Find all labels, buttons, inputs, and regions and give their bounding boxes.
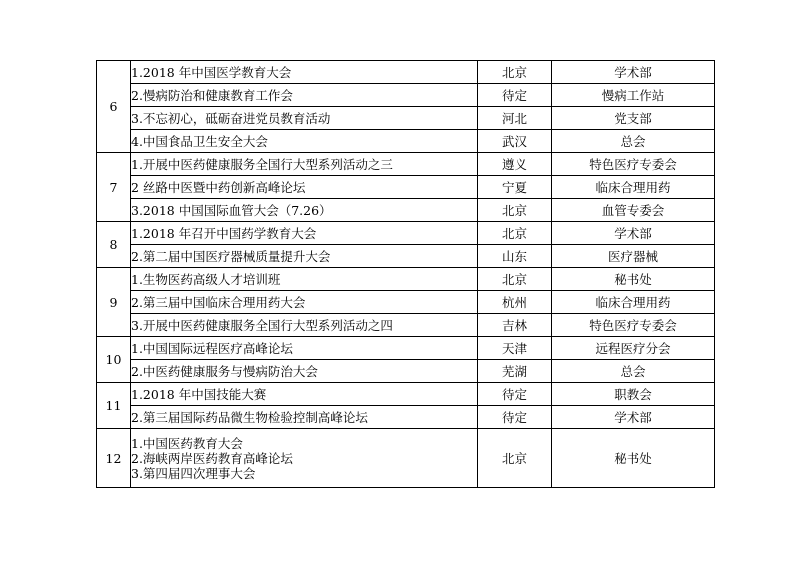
event-organizer: 临床合理用药: [552, 291, 715, 314]
event-place: 天津: [478, 337, 552, 360]
event-schedule-table: [96, 60, 715, 488]
event-title: 2.中医药健康服务与慢病防治大会: [131, 360, 478, 383]
event-organizer: 学术部: [552, 61, 715, 84]
event-title: 3.不忘初心，砥砺奋进党员教育活动: [131, 107, 478, 130]
event-place: 待定: [478, 383, 552, 406]
month-cell: 7: [97, 153, 131, 222]
event-title: 1.开展中医药健康服务全国行大型系列活动之三: [131, 153, 478, 176]
table-row: [97, 130, 715, 153]
event-place: 宁夏: [478, 176, 552, 199]
event-organizer: 血管专委会: [552, 199, 715, 222]
event-title: 2.第三届中国临床合理用药大会: [131, 291, 478, 314]
table-row: [97, 429, 715, 488]
table-row: [97, 107, 715, 130]
event-place: 北京: [478, 61, 552, 84]
event-title: 1.2018 年中国技能大赛: [131, 383, 478, 406]
event-title: 2.慢病防治和健康教育工作会: [131, 84, 478, 107]
event-place: 待定: [478, 84, 552, 107]
month-cell: 9: [97, 268, 131, 337]
event-place: 北京: [478, 199, 552, 222]
event-title: 4.中国食品卫生安全大会: [131, 130, 478, 153]
event-organizer: 学术部: [552, 406, 715, 429]
event-place: 芜湖: [478, 360, 552, 383]
table-row: [97, 153, 715, 176]
event-place: 待定: [478, 406, 552, 429]
event-title: 1.生物医药高级人才培训班: [131, 268, 478, 291]
month-cell: 6: [97, 61, 131, 153]
event-place: 北京: [478, 268, 552, 291]
table-row: [97, 383, 715, 406]
event-title: 3.开展中医药健康服务全国行大型系列活动之四: [131, 314, 478, 337]
table-row: [97, 406, 715, 429]
month-cell: 8: [97, 222, 131, 268]
table-row: [97, 84, 715, 107]
event-title: 1.2018 年中国医学教育大会: [131, 61, 478, 84]
event-organizer: 特色医疗专委会: [552, 314, 715, 337]
event-organizer: 医疗器械: [552, 245, 715, 268]
event-organizer: 秘书处: [552, 268, 715, 291]
table-row: [97, 291, 715, 314]
event-organizer: 总会: [552, 130, 715, 153]
table-row: [97, 199, 715, 222]
table-row: [97, 61, 715, 84]
event-title: 1.中国国际远程医疗高峰论坛: [131, 337, 478, 360]
event-place: 武汉: [478, 130, 552, 153]
table-row: [97, 268, 715, 291]
month-cell: 10: [97, 337, 131, 383]
event-title: 3.第四届四次理事大会: [131, 465, 256, 481]
event-place: 北京: [478, 429, 552, 488]
event-organizer: 总会: [552, 360, 715, 383]
table-row: [97, 245, 715, 268]
table-row: [97, 222, 715, 245]
event-title: 2.第三届国际药品微生物检验控制高峰论坛: [131, 406, 478, 429]
table-row: [97, 360, 715, 383]
event-place: 北京: [478, 222, 552, 245]
event-title: 2 丝路中医暨中药创新高峰论坛: [131, 176, 478, 199]
event-place: 河北: [478, 107, 552, 130]
event-organizer: 临床合理用药: [552, 176, 715, 199]
event-place: 杭州: [478, 291, 552, 314]
event-title: 2.海峡两岸医药教育高峰论坛: [131, 450, 293, 466]
event-organizer: 特色医疗专委会: [552, 153, 715, 176]
month-cell: 11: [97, 383, 131, 429]
event-title: 1.2018 年召开中国药学教育大会: [131, 222, 478, 245]
event-place: 山东: [478, 245, 552, 268]
table-row: [97, 314, 715, 337]
event-place: 吉林: [478, 314, 552, 337]
event-organizer: 职教会: [552, 383, 715, 406]
table-row: [97, 337, 715, 360]
event-title-group: [131, 429, 478, 488]
event-organizer: 慢病工作站: [552, 84, 715, 107]
table-row: [97, 176, 715, 199]
event-title: 3.2018 中国国际血管大会（7.26）: [131, 199, 478, 222]
event-organizer: 党支部: [552, 107, 715, 130]
event-title: 2.第二届中国医疗器械质量提升大会: [131, 245, 478, 268]
event-organizer: 学术部: [552, 222, 715, 245]
event-place: 遵义: [478, 153, 552, 176]
event-organizer: 秘书处: [552, 429, 715, 488]
event-organizer: 远程医疗分会: [552, 337, 715, 360]
month-cell: 12: [97, 429, 131, 488]
event-title: 1.中国医药教育大会: [131, 435, 243, 451]
